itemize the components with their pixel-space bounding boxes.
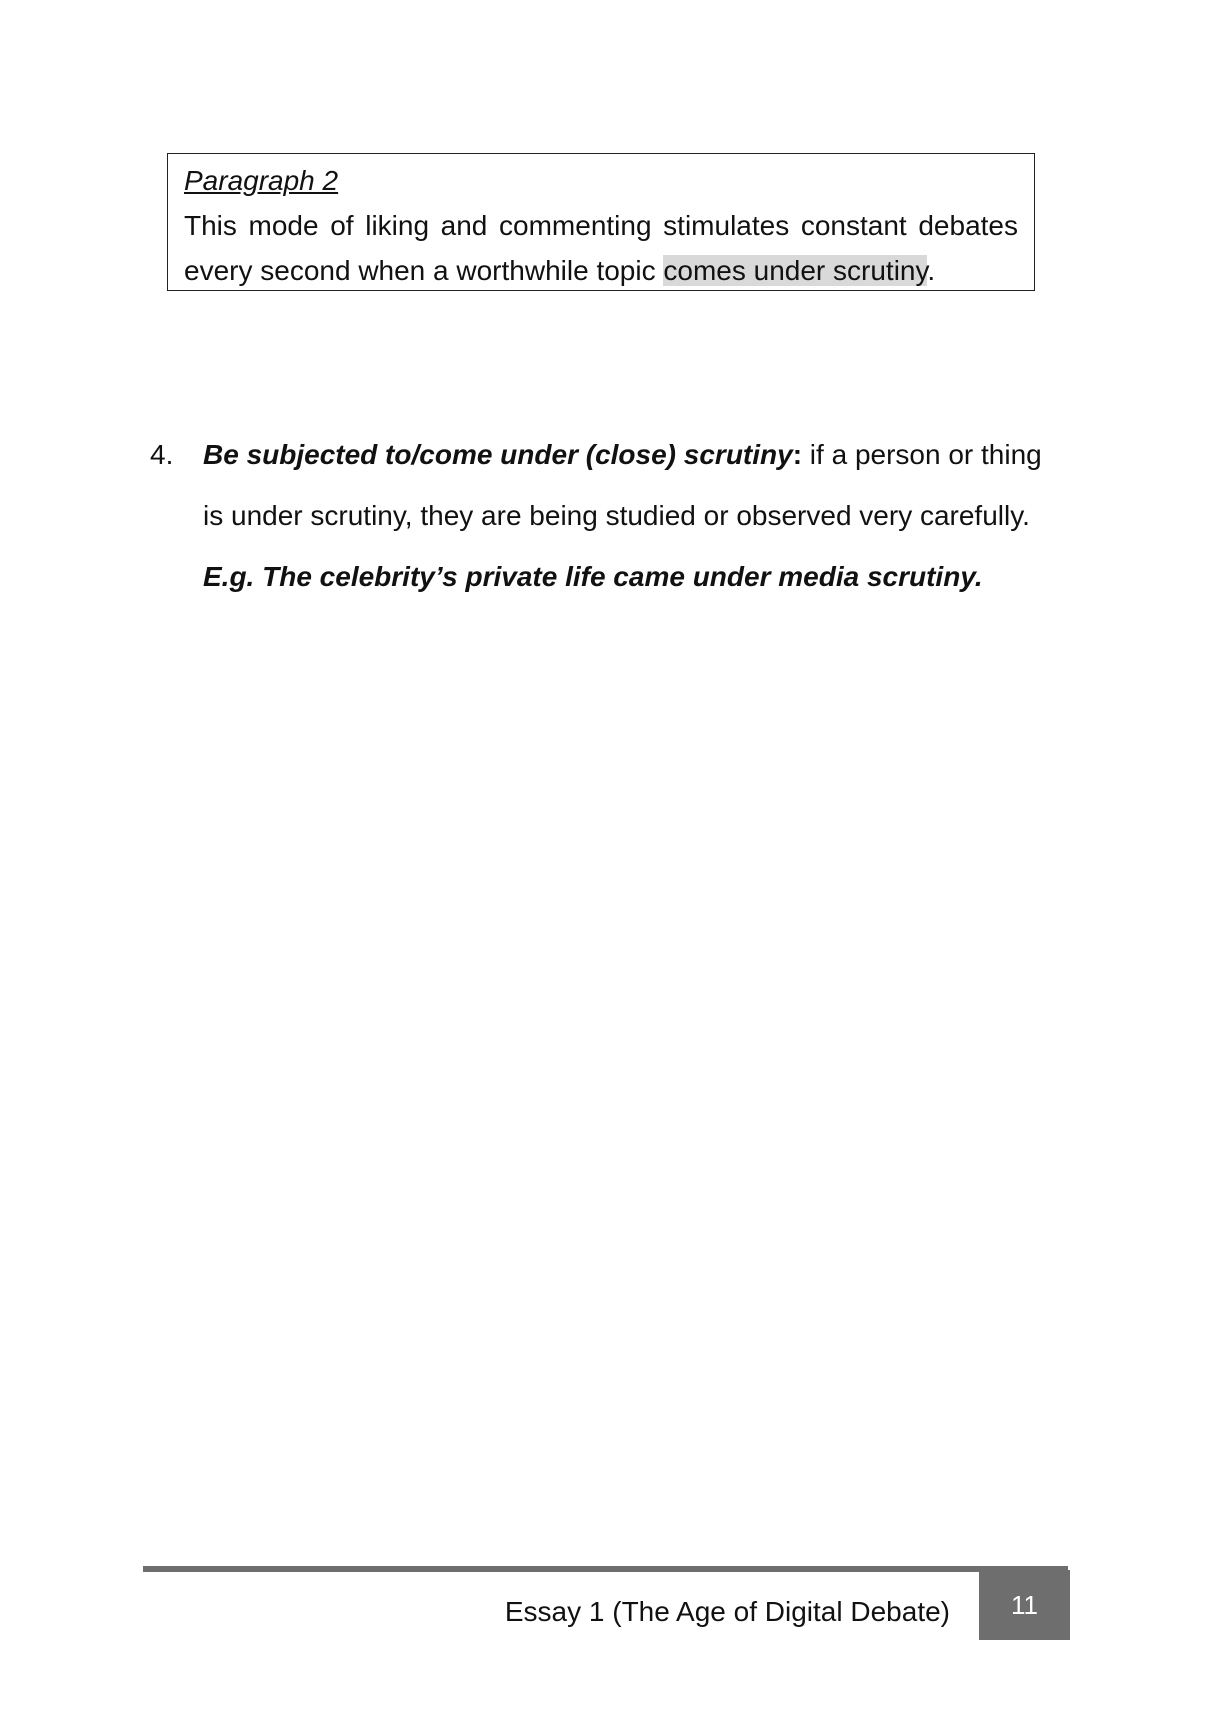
excerpt-text-before: This mode of liking and commenting stimulates constant debates every second when a worthwhile topic: [184, 210, 1018, 286]
page-number: [979, 1570, 1070, 1640]
vocab-term: Be subjected to/come under (close) scrutiny: [203, 439, 793, 470]
vocab-definition: if a person or thing is under scrutiny, they are being studied or observed very carefully.: [203, 439, 1042, 531]
vocab-colon: :: [792, 439, 803, 470]
highlighted-phrase: comes under scrutiny: [663, 255, 928, 286]
footer-title: Essay 1 (The Age of Digital Debate): [504, 1596, 950, 1627]
vocab-number: 4.: [150, 439, 174, 470]
excerpt-heading: Paragraph 2: [184, 165, 339, 196]
page-number-label: 11: [1011, 1589, 1038, 1620]
excerpt-text: [184, 203, 1018, 293]
excerpt-text-after: .: [927, 255, 936, 286]
vocab-body: [203, 424, 1050, 607]
vocab-example: E.g. The celebrity’s private life came under media scrutiny.: [203, 561, 983, 592]
footer-rule: [143, 1566, 1068, 1572]
vocab-entry: [150, 424, 1050, 607]
excerpt-box: [167, 153, 1035, 291]
